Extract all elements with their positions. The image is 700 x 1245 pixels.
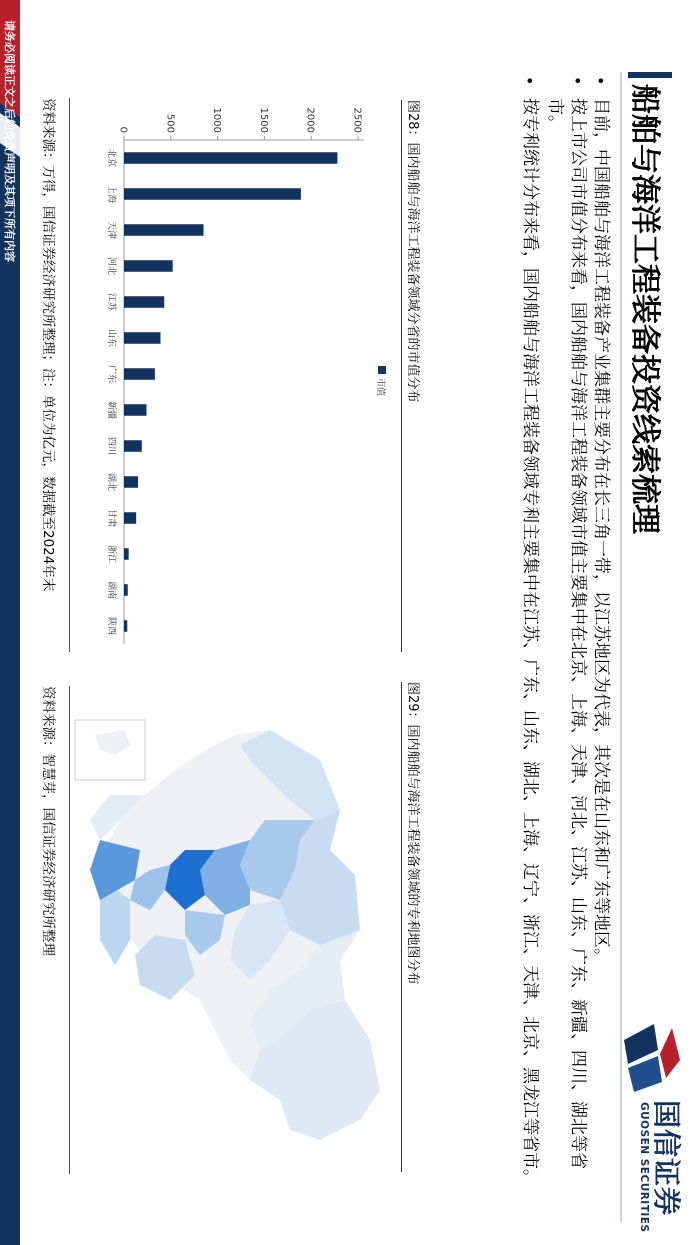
x-tick-label: 广东 [106,364,116,384]
bar-甘肃 [124,512,136,524]
legend-label: 市值 [375,378,385,397]
x-tick-label: 湖北 [106,472,116,492]
x-tick-label: 湖南 [106,580,116,600]
bar-广东 [124,368,155,380]
figure29-source: 资料来源：智慧芽，国信证券经济研究所整理 [40,686,56,956]
logo-text-cn: 国信证券 [650,1100,683,1217]
logo-text-en: GUOSEN SECURITIES [638,1102,650,1233]
market-cap-bar-chart [73,96,398,656]
x-tick-label: 山东 [106,328,116,348]
bullet-item: • 按专利统计分布来看，国内船舶与海洋工程装备领域专利主要集中在江苏、广东、山东、湖北、上海、辽宁、浙江、天津、北京、黑龙江等省市。 [518,72,541,1192]
x-tick-label: 甘肃 [106,508,116,528]
bar-江苏 [124,296,164,308]
y-tick-label: 2500 [351,107,363,133]
bar-上海 [124,188,301,200]
bar-新疆 [124,404,146,416]
title-accent-bar [628,72,672,78]
figure28-source-rule [69,98,70,652]
x-tick-label: 新疆 [106,400,116,420]
patent-distribution-map [70,700,400,1170]
figure28-title-rule [401,100,402,652]
figure29-title: 图29：国内船舶与海洋工程装备领域的专利地图分布 [405,682,420,985]
bar-湖北 [124,476,138,488]
x-tick-label: 天津 [106,220,116,240]
x-tick-label: 河北 [106,256,116,276]
title-divider [620,72,622,1222]
x-tick-label: 上海 [106,184,116,204]
y-tick-label: 1000 [211,107,223,133]
x-tick-label: 北京 [106,148,116,168]
y-tick-label: 1500 [257,107,269,133]
y-tick-label: 500 [164,113,176,133]
page-title: 船舶与海洋工程装备投资线索梳理 [627,84,662,534]
figure28-source: 资料来源：万得，国信证券经济研究所整理；注：单位为亿元，数据截至2024年末 [40,98,56,592]
bullet-item: • 目前，中国船舶与海洋工程装备产业集群主要分布在长三角一带，以江苏地区为代表，其次是在山东和广东等地区。 [589,72,612,1192]
bar-四川 [124,440,142,452]
legend-swatch [378,366,386,374]
x-tick-label: 浙江 [106,544,116,564]
x-tick-label: 四川 [106,436,116,456]
y-tick-label: 0 [117,126,129,133]
bar-陕西 [124,620,127,632]
bar-天津 [124,224,204,236]
bar-湖南 [124,584,128,596]
figure29-source-rule [69,686,70,1174]
figure29-title-rule [401,682,402,1172]
y-tick-label: 2000 [304,107,316,133]
bullet-item: • 按上市公司市值分布来看，国内船舶与海洋工程装备领域市值主要集中在北京、上海、天津、河北、江苏、山东、广东、新疆、四川、湖北等省市。 [543,72,589,1192]
bar-浙江 [124,548,129,560]
x-tick-label: 陕西 [106,616,116,636]
bar-北京 [124,152,337,164]
x-tick-label: 江苏 [106,292,116,312]
disclaimer: 请务必阅读正文之后的免责声明及其项下所有内容 [3,20,16,262]
bar-山东 [124,332,161,344]
map-inset-islands [95,730,130,755]
figure28-title: 图28：国内船舶与海洋工程装备领域分省的市值分布 [405,100,420,403]
bar-河北 [124,260,173,272]
